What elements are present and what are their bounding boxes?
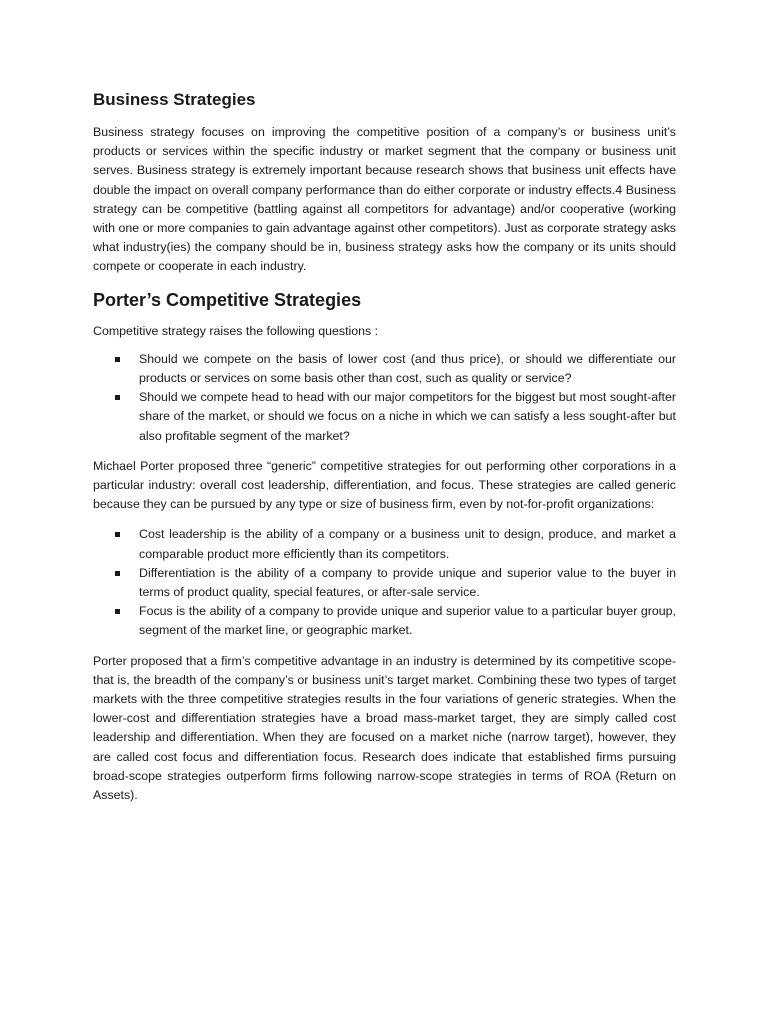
strategy-text: Focus is the ability of a company to provide unique and superior value to a particular buyer group, segment of the market line, or geographic market. xyxy=(139,604,676,638)
question-text: Should we compete on the basis of lower cost (and thus price), or should we differentiate our products or services on some basis other than cost, such as quality or service? xyxy=(139,351,676,386)
strategy-text: Differentiation is the ability of a company to provide unique and superior value to the buyer in terms of product quality, special features, or after-sale service. xyxy=(139,565,676,600)
square-bullet-icon xyxy=(115,395,120,400)
square-bullet-icon xyxy=(115,609,120,614)
strategy-text: Cost leadership is the ability of a company or a business unit to design, produce, and market a comparable product more efficiently than its competitors. xyxy=(139,527,676,561)
list-item xyxy=(93,525,676,563)
heading-porters-competitive-strategies: Porter’s Competitive Strategies xyxy=(93,289,362,310)
questions-intro: Competitive strategy raises the following questions : xyxy=(93,323,379,338)
list-item xyxy=(93,350,676,388)
list-item xyxy=(93,602,676,640)
strategies-list xyxy=(93,525,676,640)
square-bullet-icon xyxy=(115,357,120,362)
question-text: Should we compete head to head with our major competitors for the biggest but most sought-after share of the market, or should we focus on a niche in which we can satisfy a less sought-after but also profitable segment of the market? xyxy=(139,390,676,443)
competitive-scope-paragraph: Porter proposed that a firm’s competitive advantage in an industry is determined by its competitive scope-that is, the breadth of the company’s or business unit’s target market. Combining these two types of target markets with the three competitive strategies results in the four variations of generic strategies. When the lower-cost and differentiation strategies have a broad mass-market target, they are simply called cost leadership and differentiation. When they are focused on a market niche (narrow target), however, they are called cost focus and differentiation focus. Research does indicate that established firms pursuing broad-scope strategies outperform firms following narrow-scope strategies in terms of ROA (Return on Assets). xyxy=(93,653,676,803)
square-bullet-icon xyxy=(115,532,120,537)
business-strategy-paragraph: Business strategy focuses on improving the competitive position of a company’s or business unit’s products or services within the specific industry or market segment that the company or business unit serves. Business strategy is extremely important because research shows that business unit effects have double the impact on overall company performance than do either corporate or industry effects.4 Business strategy can be competitive (battling against all competitors for advantage) and/or cooperative (working with one or more companies to gain advantage against other competitors). Just as corporate strategy asks what industry(ies) the company should be in, business strategy asks how the company or its units should compete or cooperate in each industry. xyxy=(93,125,676,274)
questions-list xyxy=(93,350,676,446)
heading-business-strategies: Business Strategies xyxy=(93,90,256,109)
document-page xyxy=(93,88,676,816)
list-item xyxy=(93,564,676,602)
list-item xyxy=(93,388,676,446)
generic-strategies-paragraph: Michael Porter proposed three “generic” competitive strategies for out performing other corporations in a particular industry: overall cost leadership, differentiation, and focus. These strategies are called generic because they can be pursued by any type or size of business firm, even by not-for-profit organizations: xyxy=(93,458,676,512)
square-bullet-icon xyxy=(115,571,120,576)
